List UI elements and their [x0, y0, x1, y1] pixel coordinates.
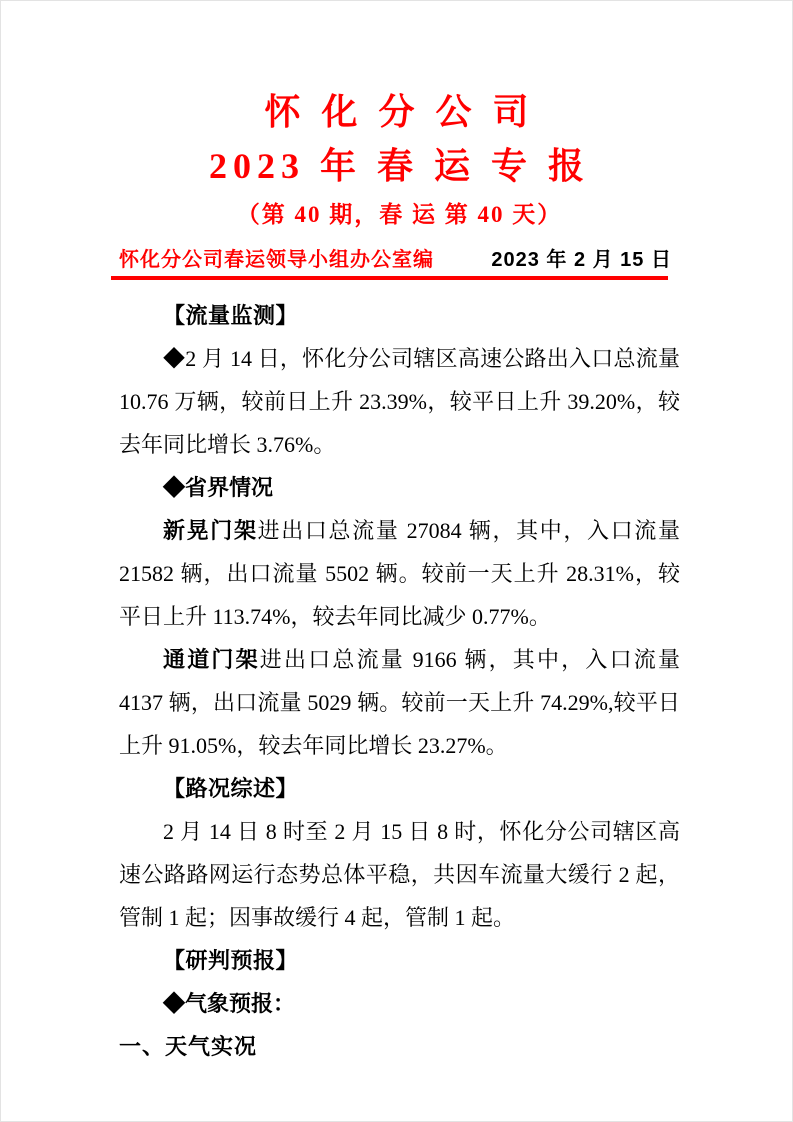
report-title-company: 怀 化 分 公 司 — [264, 92, 535, 132]
heading-weather-actual: 一、天气实况 — [119, 1034, 258, 1060]
tongdao-gantry-label: 通道门架 — [163, 647, 260, 673]
subheading-weather-forecast: ◆气象预报： — [163, 991, 296, 1017]
section-heading-road-summary: 【路况综述】 — [163, 776, 299, 802]
content-area — [1, 1, 792, 1068]
xinhuang-gantry-label: 新晃门架 — [163, 518, 258, 544]
editor-office-label: 怀化分公司春运领导小组办公室编 — [119, 249, 434, 272]
issue-date: 2023 年 2 月 15 日 — [491, 249, 672, 272]
paragraph-tongdao-gantry — [119, 638, 680, 767]
report-title-year: 2023 年 春 运 专 报 — [208, 146, 590, 186]
xinhuang-gantry-stats: 进出口总流量 27084 辆，其中，入口流量 21582 辆，出口流量 5502 辆。较前一天上升 28.31%，较平日上升 113.74%，较去年同比减少 0.77%。 — [119, 518, 680, 630]
paragraph-xinhuang-gantry — [119, 509, 680, 638]
paragraph-road-summary: 2 月 14 日 8 时至 2 月 15 日 8 时，怀化分公司辖区高速公路路网运行态势总体平稳，共因车流量大缓行 2 起，管制 1 起；因事故缓行 4 起，管制 1 起。 — [119, 819, 680, 931]
paragraph-total-flow: ◆2 月 14 日，怀化分公司辖区高速公路出入口总流量 10.76 万辆，较前日上升 23.39%，较平日上升 39.20%，较去年同比增长 3.76%。 — [119, 346, 680, 458]
report-issue-subtitle: （第 40 期，春 运 第 40 天） — [236, 202, 563, 227]
report-body — [119, 294, 680, 1068]
masthead-row — [119, 247, 680, 273]
section-heading-forecast: 【研判预报】 — [163, 948, 299, 974]
section-heading-traffic-monitoring: 【流量监测】 — [163, 303, 299, 329]
red-separator-rule — [111, 276, 668, 280]
tongdao-gantry-stats: 进出口总流量 9166 辆，其中，入口流量 4137 辆，出口流量 5029 辆。较前一天上升 74.29%,较平日上升 91.05%，较去年同比增长 23.27%。 — [119, 647, 680, 759]
subheading-provincial-border: ◆省界情况 — [163, 475, 274, 501]
